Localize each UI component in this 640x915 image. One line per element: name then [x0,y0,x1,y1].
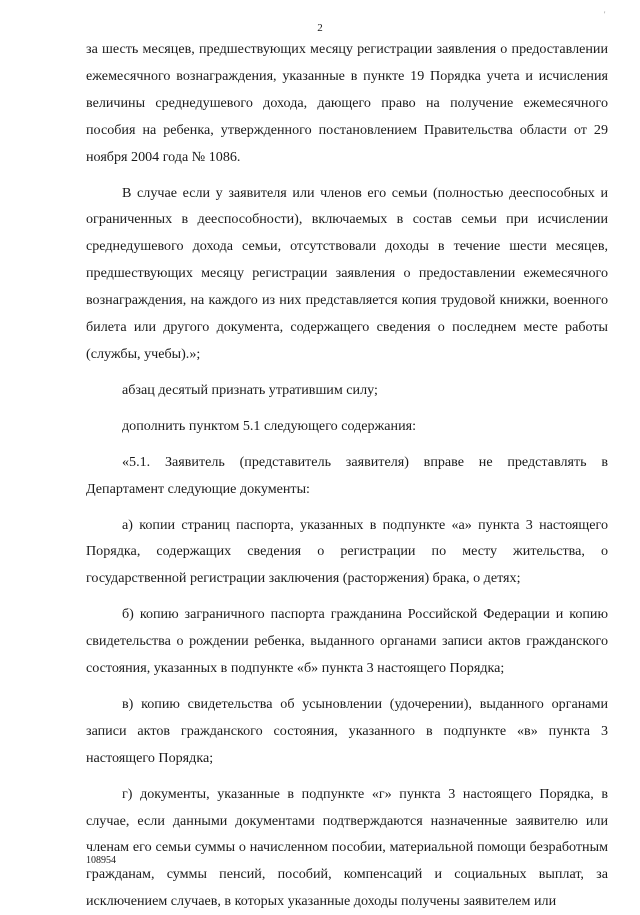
paragraph-abolish-tenth: абзац десятый признать утратившим силу; [122,381,378,398]
paragraph-item-v: в) копию свидетельства об усыновлении (удочерении), выданного органами записи актов гражданского состояния, указанного в подпункте «в» пункта 3 настоящего Порядка; [86,695,608,766]
paragraph-point-5-1: «5.1. Заявитель (представитель заявителя) вправе не представлять в Департамент следующие документы: [86,453,608,497]
paragraph-item-a: а) копии страниц паспорта, указанных в подпункте «а» пункта 3 настоящего Порядка, содержащих сведения о регистрации по месту жительства, о государственной регистрации заключения (расторжения) брака, о детях; [86,516,608,587]
paragraph-continuation: за шесть месяцев, предшествующих месяцу регистрации заявления о предоставлении ежемесячного вознаграждения, указанные в пункте 19 Порядка учета и исчисления величины среднедушевого дохода, дающего право на получение ежемесячного пособия на ребенка, утвержденного постановлением Правительства области от 29 ноября 2004 года № 1086. [86,41,608,165]
paragraph-item-b: б) копию заграничного паспорта гражданина Российской Федерации и копию свидетельства о рождении ребенка, выданного органами записи актов гражданского состояния, указанных в подпункте «б» пункта 3 настоящего Порядка; [86,606,608,677]
page-number: 2 [317,22,323,34]
document-body [86,36,608,915]
paragraph-add-point: дополнить пунктом 5.1 следующего содержания: [122,417,417,434]
corner-mark: ' [604,10,606,19]
footer-code: 108954 [86,855,116,866]
paragraph-no-income: В случае если у заявителя или членов его семьи (полностью дееспособных и ограниченных в дееспособности), включаемых в состав семьи при исчислении среднедушевого дохода семьи, отсутствовали доходы в течение шести месяцев, предшествующих месяцу регистрации заявления о предоставлении ежемесячного вознаграждения, на каждого из них представляется копия трудовой книжки, военного билета или другого документа, содержащего сведения о последнем месте работы (службы, учебы).»; [86,184,608,362]
paragraph-item-g: г) документы, указанные в подпункте «г» пункта 3 настоящего Порядка, в случае, если данными документами подтверждаются назначенные заявителю или членам его семьи суммы о начисленном пособии, материальной помощи безработным гражданам, суммы пенсий, пособий, компенсаций и социальных выплат, за исключением случаев, в которых указанные доходы получены заявителем или [86,785,608,910]
